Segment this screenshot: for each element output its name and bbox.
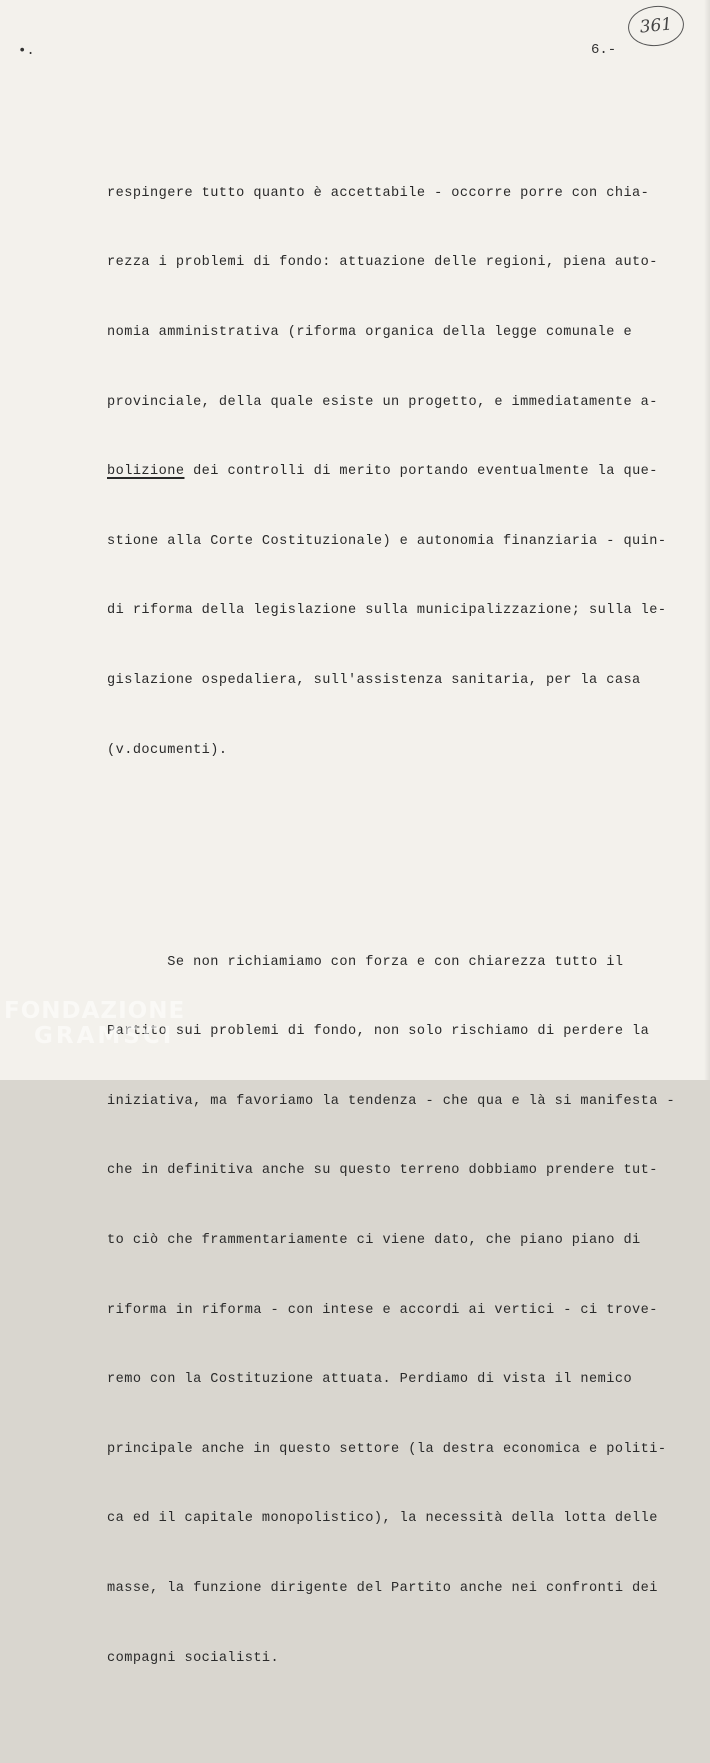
archive-page-stamp [626,3,686,49]
text-line: rezza i problemi di fondo: attuazione delle regioni, piena auto- [107,255,658,271]
text-line: provinciale, della quale esiste un progetto, e immediatamente a- [107,394,658,410]
text-line: che in definitiva anche su questo terreno dobbiamo prendere tut- [107,1163,658,1179]
text-line: remo con la Costituzione attuata. Perdiamo di vista il nemico [107,1372,633,1388]
paragraph-1 [107,135,707,808]
text-line: iniziativa, ma favoriamo la tendenza - che qua e là si manifesta - [107,1093,676,1109]
text-line: compagni socialisti. [107,1650,280,1666]
typewritten-body [107,89,707,1763]
text-line: respingere tutto quanto è accettabile - occorre porre con chia- [107,185,650,201]
fondazione-gramsci-watermark [4,1000,185,1048]
text-line [107,460,707,483]
text-line: riforma in riforma - con intese e accordi ai vertici - ci trove- [107,1302,658,1318]
watermark-line-1: FONDAZIONE [4,998,186,1024]
text-line: masse, la funzione dirigente del Partito anche nei confronti dei [107,1581,658,1596]
watermark-line-2: GRAMSCI [34,1023,175,1049]
text-line: to ciò che frammentariamente ci viene dato, che piano piano di [107,1232,641,1248]
text-line: nomia amministrativa (riforma organica della legge comunale e [107,325,633,341]
text-line: di riforma della legislazione sulla municipalizzazione; sulla le- [107,603,667,619]
text-line-rest: dei controlli di merito portando eventualmente la que- [184,464,658,480]
archive-page-stamp-number: 361 [638,14,674,38]
text-line: principale anche in questo settore (la destra economica e politi- [107,1441,667,1457]
corner-mark: •. [18,43,35,59]
text-line: (v.documenti). [107,742,228,758]
paragraph-2 [107,904,707,1716]
text-line: gislazione ospedaliera, sull'assistenza sanitaria, per la casa [107,673,641,689]
text-line: ca ed il capitale monopolistico), la necessità della lotta delle [107,1511,658,1527]
text-line: stione alla Corte Costituzionale) e autonomia finanziaria - quin- [107,533,667,549]
paragraph-gap [107,855,707,858]
underlined-word: bolizione [107,464,185,480]
text-line: Partito sui problemi di fondo, non solo rischiamo di perdere la [107,1024,650,1040]
page-number: 6.- [591,42,617,58]
text-line: Se non richiamiamo con forza e con chiarezza tutto il [107,954,624,970]
